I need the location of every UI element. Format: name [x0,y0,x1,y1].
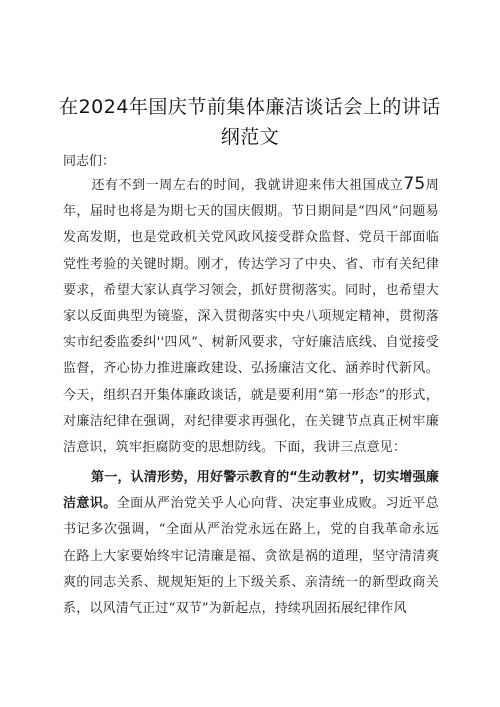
document-title-line1: 在2024年国庆节前集体廉洁谈话会上的讲话 [59,96,441,118]
document-title-line2: 纲范文 [220,126,280,148]
paragraph-1-part-b: 周年，届时也将是为期七天的国庆假期。节日期间是“四风”问题易发高发期，也是党政机关党风政风接受群众监督、党员干部面临党性考验的关键时期。刚才，传达学习了中央、省、市有关纪律要求，希望大家认真学习领会，抓好贯彻落实。同时，也希望大家以反面典型为镜鉴，深入贯彻落实中央八项规定精神，贯彻落实市纪委监委纠''四风”、树新风要求，守好廉洁底线、自觉接受监督，齐心协力推进廉政建设、弘扬廉洁文化、涵养时代新风。今天，组织召开集体廉政谈话，就是要利用“第一形态”的形式，对廉洁纪律在强调，对纪律要求再强化，在关键节点真正树牢廉洁意识，筑牢拒腐防变的思想防线。下面，我讲三点意见： [63,178,440,456]
paragraph-1-part-a: 还有不到一周左右的时间，我就讲迎来伟大祖国成立 [91,178,404,193]
paragraph-2 [63,465,439,622]
paragraph-1 [63,171,439,461]
anniversary-number: 75 [403,174,426,194]
paragraph-2-text: 全面从严治党关乎人心向背、决定事业成败。习近平总书记多次强调，“全面从严治党永远在路上，党的自我革命永远在路上大家要始终牢记清廉是福、贪欲是祸的道理，坚守清清爽爽的同志关系、规规矩矩的上下级关系、亲清统一的新型政商关系，以风清气正过“双节”为新起点，持续巩固拓展纪律作风 [63,496,439,617]
greeting: 同志们： [63,154,116,169]
section-heading-1: 第一，认清形势，用好警示教育的“生动教材”，切实增强廉洁意识。 [63,470,439,512]
